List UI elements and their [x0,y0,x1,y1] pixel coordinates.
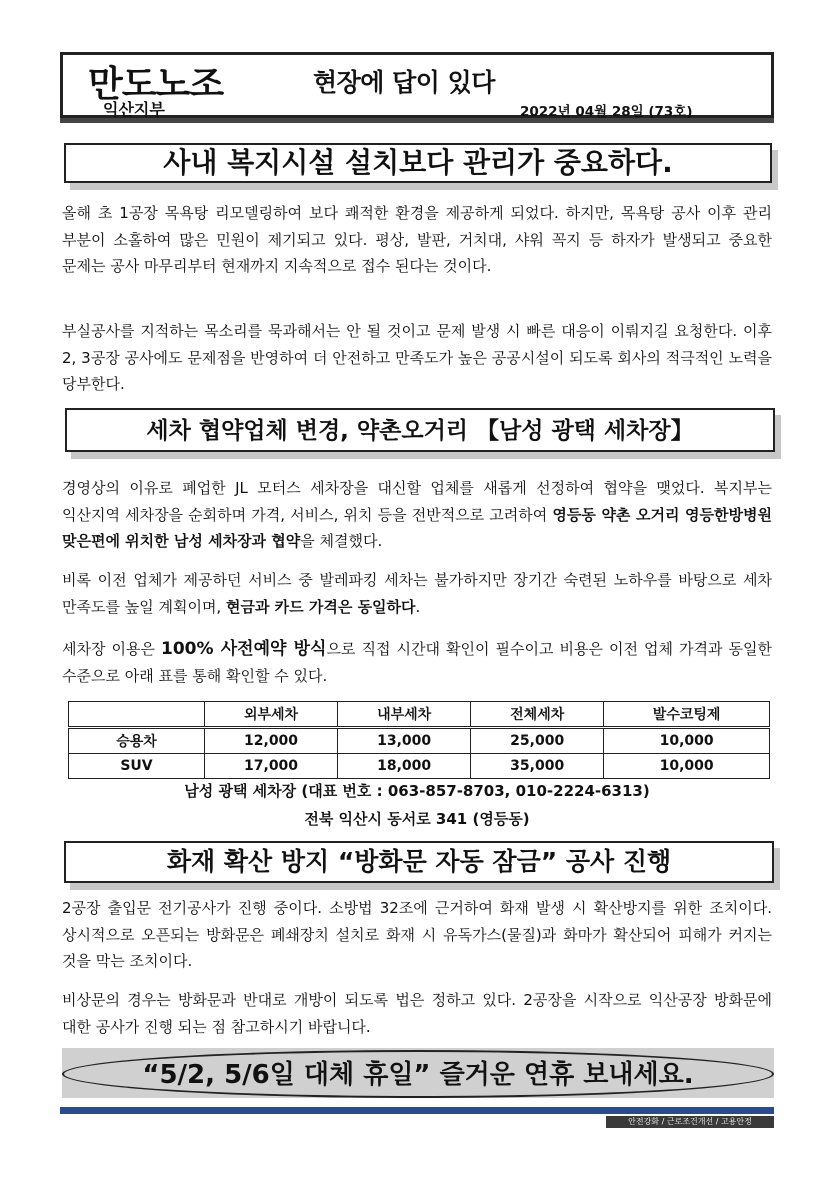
table-cell: SUV [69,754,205,779]
slogan: 현장에 답이 있다 [313,68,495,97]
table-cell: 10,000 [604,754,770,779]
table-header-cell [69,702,205,728]
issue-date: 2022년 04월 28일 (73호) [520,104,693,120]
partner-location-text: 영등동 약촌 오거리 영등한방병원 맞은편에 위치한 남성 세차장과 협약 [62,505,772,550]
table-cell: 18,000 [338,754,471,779]
section2-paragraph-2: 비록 이전 업체가 제공하던 서비스 중 발레파킹 세차는 불가하지만 장기간 숙련된 노하우를 바탕으로 세차 만족도를 높일 계획이며, 현금과 카드 가격은 동일하다. [62,571,772,616]
table-cell: 25,000 [471,728,604,754]
table-cell: 35,000 [471,754,604,779]
price-same-text: 현금과 카드 가격은 동일하다 [225,597,416,616]
price-table [68,701,770,779]
holiday-banner-text: “5/2, 5/6일 대체 휴일” 즐거운 연휴 보내세요. [142,1060,694,1090]
table-header-cell: 발수코팅제 [604,702,770,728]
reservation-text: 100% 사전예약 방식 [161,639,327,659]
table-header-cell: 전체세차 [471,702,604,728]
table-header-cell: 외부세차 [205,702,338,728]
table-cell: 승용차 [69,728,205,754]
table-row [69,728,770,754]
section1-title: 사내 복지시설 설치보다 관리가 중요하다. [163,146,673,179]
section2-paragraph-1: 경영상의 이유로 폐업한 JL 모터스 세차장을 대신할 업체를 새롭게 선정하여 협약을 맺었다. 복지부는 익산지역 세차장을 순회하며 가격, 서비스, 위치 등을 전반적으로 고려하여 영등동 약촌 오거리 영등한방병원 맞은편에 위치한 남성 세차장과 협약을 체결했다. [62,479,772,550]
table-header-row [69,702,770,728]
union-name: 만도노조 [88,64,224,105]
section2-title: 세차 협약업체 변경, 약촌오거리 【남성 광택 세차장】 [146,418,694,444]
section1-paragraph-2: 부실공사를 지적하는 목소리를 묵과해서는 안 될 것이고 문제 발생 시 빠른 대응이 이뤄지길 요청한다. 이후 2, 3공장 공사에도 문제점을 반영하여 더 안전하고 만족도가 높은 공공시설이 되도록 회사의 적극적인 노력을 당부한다. [62,322,772,393]
table-cell: 12,000 [205,728,338,754]
table-cell: 17,000 [205,754,338,779]
section3-paragraph-2: 비상문의 경우는 방화문과 반대로 개방이 되도록 법은 정하고 있다. 2공장을 시작으로 익산공장 방화문에 대한 공사가 진행 되는 점 참고하시기 바랍니다. [62,991,772,1036]
section2-paragraph-3: 세차장 이용은 100% 사전예약 방식으로 직접 시간대 확인이 필수이고 비용은 이전 업체 가격과 동일한 수준으로 아래 표를 통해 확인할 수 있다. [62,639,772,685]
carwash-address: 전북 익산시 동서로 341 (영등동) [304,810,530,828]
section1-paragraph-1: 올해 초 1공장 목욕탕 리모델링하여 보다 쾌적한 환경을 제공하게 되었다. 하지만, 목욕탕 공사 이후 관리 부분이 소홀하여 많은 민원이 제기되고 있다. 평상, 발판, 거치대, 샤워 꼭지 등 하자가 발생되고 중요한 문제는 공사 마무리부터 현재까지 지속적으로 접수 된다는 것이다. [62,204,772,275]
table-header-cell: 내부세차 [338,702,471,728]
carwash-contact: 남성 광택 세차장 (대표 번호 : 063-857-8703, 010-2224-6313) [184,782,650,800]
branch-name: 익산지부 [103,100,165,119]
table-cell: 13,000 [338,728,471,754]
section3-paragraph-1: 2공장 출입문 전기공사가 진행 중이다. 소방법 32조에 근거하여 화재 발생 시 확산방지를 위한 조치이다. 상시적으로 오픈되는 방화문은 폐쇄장치 설치로 화재 시 유독가스(물질)과 화마가 확산되어 피해가 커지는 것을 막는 조치이다. [62,899,772,970]
table-row [69,754,770,779]
footer-bar [60,1107,774,1114]
footer-slogan-tag: 안전강화 / 근로조건개선 / 고용안정 [606,1116,774,1128]
table-cell: 10,000 [604,728,770,754]
section3-title: 화재 확산 방지 “방화문 자동 잠금” 공사 진행 [166,847,672,876]
